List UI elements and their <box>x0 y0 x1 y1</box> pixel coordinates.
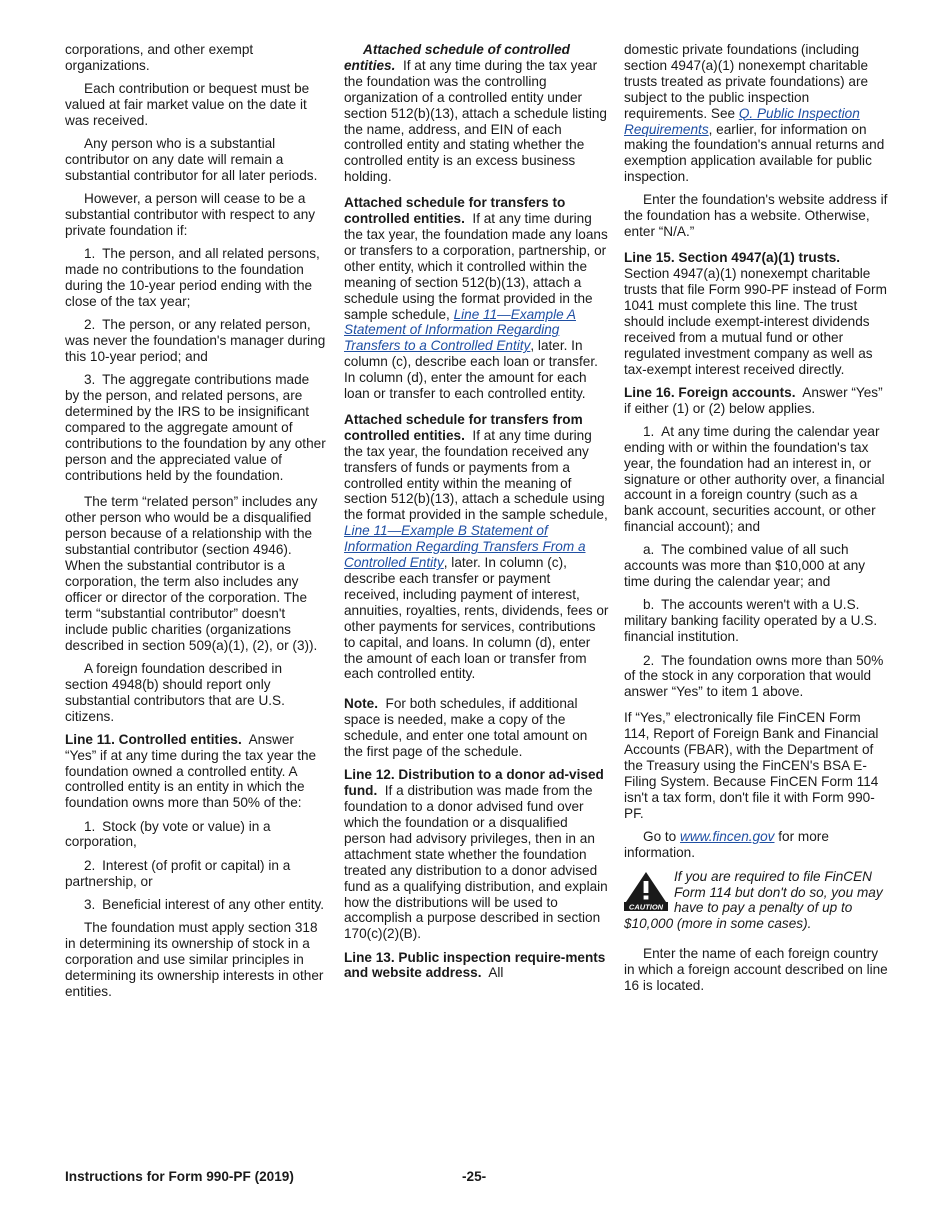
schedule-heading: Attached schedule for transfers to controlled entities. <box>344 195 566 227</box>
list-item: b. The accounts weren't with a U.S. military banking facility operated by a U.S. financial institution. <box>624 597 878 645</box>
schedule-text: , later. In column (c), describe each loan or transfer. In column (d), enter the amount for each loan or transfer to each controlled entity. <box>344 338 598 402</box>
list-item: 1. Stock (by vote or value) in a corporation, <box>65 818 271 850</box>
column-middle <box>344 42 609 989</box>
paragraph: A foreign foundation described in section 4948(b) should report only substantial contributors that are U.S. citizens. <box>65 660 285 724</box>
paragraph-text: , earlier, for information on making the foundation's annual returns and exemption application available for public inspection. <box>624 121 885 185</box>
note <box>344 696 609 760</box>
line-16-section <box>624 385 888 417</box>
example-a-link[interactable]: Line 11—Example A Statement of Information Regarding Transfers to a Controlled Entity <box>344 306 576 354</box>
schedule-text: If at any time during the tax year the foundation was the controlling organization of a controlled entity under section 512(b)(13), attach a schedule listing the name, address, and EIN of each controlled entity and stating whether the controlled entity is an excess business holding. <box>344 57 607 185</box>
caution-icon <box>624 871 668 911</box>
line-12-text: If a distribution was made from the foundation to a donor advised fund over which the foundation or a disqualified person had advisory privileges, then in an attachment state whether the foundation treated any distribution to a donor advised fund as a qualifying distribution, and explain how the distributions will be used to accomplish a purpose described in section 170(c)(2)(B). <box>344 783 608 942</box>
line-15-heading: Line 15. Section 4947(a)(1) trusts. <box>624 250 841 266</box>
footer-title: Instructions for Form 990-PF (2019) <box>65 1169 294 1184</box>
list-item: 2. The foundation owns more than 50% of the stock in any corporation that would answer “Yes” to item 1 above. <box>624 652 884 700</box>
line-11-section <box>65 732 327 812</box>
line-13-text: All <box>488 965 504 981</box>
paragraph-text: domestic private foundations (including section 4947(a)(1) nonexempt charitable trusts treated as private foundations) are subject to the public inspection requirements. See <box>624 42 869 121</box>
list-item: 2. Interest (of profit or capital) in a partnership, or <box>65 857 291 889</box>
caution-label: CAUTION <box>628 901 664 911</box>
note-text: For both schedules, if additional space is needed, make a copy of the schedule, and enter one total amount on the first page of the schedule. <box>344 696 588 760</box>
schedule-heading: Attached schedule of controlled entities. <box>344 42 570 73</box>
paragraph: The term “related person” includes any other person who would be a disqualified person because of a relationship with the substantial contributor (section 4946). When the substantial contributor is a corporation, the term also includes any officer or director of the corporation. The term “substantial contributor” doesn't include public charities (organizations described in section 509(a)(1), (2), or (3)). <box>65 494 318 653</box>
line-11-heading: Line 11. Controlled entities. <box>65 731 242 747</box>
list-item: a. The combined value of all such accounts was more than $10,000 at any time during the calendar year; and <box>624 542 866 590</box>
paragraph <box>624 829 888 861</box>
list-item: 1. The person, and all related persons, made no contributions to the foundation during the 10-year period ending with the close of the tax year; <box>65 246 320 309</box>
paragraph: However, a person will cease to be a substantial contributor with respect to any private foundation if: <box>65 191 316 238</box>
transfers-from-schedule <box>344 412 609 682</box>
line-11-text: Answer “Yes” if at any time during the tax year the foundation owned a controlled entity. A controlled entity is an entity in which the foundation owns more than 50% of the: <box>65 731 317 811</box>
schedule-text: If at any time during the tax year, the foundation made any loans or transfers to a corporation, partnership, or other entity, which it controlled within the meaning of section 512(b)(13), attach a schedule using the format provided in the sample schedule, <box>344 211 608 322</box>
schedule-heading: Attached schedule for transfers from controlled entities. <box>344 411 583 443</box>
paragraph: Any person who is a substantial contributor on any date will remain a substantial contributor for all later periods. <box>65 136 318 183</box>
caution-text: If you are required to file FinCEN Form 114 but don't do so, you may have to pay a penalty of up to $10,000 (more in some cases). <box>624 868 883 932</box>
paragraph: corporations, and other exempt organizations. <box>65 42 254 73</box>
line-12-heading: Line 12. Distribution to a donor ad-vised fund. <box>344 767 604 799</box>
column-left <box>65 42 327 1007</box>
paragraph <box>624 42 888 185</box>
line-16-heading: Line 16. Foreign accounts. <box>624 384 796 400</box>
note-heading: Note. <box>344 696 378 712</box>
paragraph: The foundation must apply section 318 in determining its ownership of stock in a corporation and use similar principles in determining its ownership interests in other entities. <box>65 919 324 999</box>
list-item: 1. At any time during the calendar year ending with or within the foundation's tax year, the foundation had an interest in, or signature or other authority over, a financial account in a foreign country (such as a bank account, securities account, or other financial account); and <box>624 423 885 535</box>
line-16-text: Answer “Yes” if either (1) or (2) below applies. <box>624 384 883 416</box>
schedule-text: If at any time during the tax year, the foundation received any transfers of funds or payments from a controlled entity within the meaning of section 512(b)(13), attach a schedule using the format provided in the sample schedule, <box>344 427 608 523</box>
caution-box <box>624 869 888 933</box>
paragraph-text: Go to <box>643 828 677 844</box>
example-b-link[interactable]: Line 11—Example B Statement of Information Regarding Transfers From a Controlled Entity <box>344 523 586 571</box>
page-number: -25- <box>462 1169 487 1184</box>
transfers-to-schedule <box>344 195 609 402</box>
paragraph: Enter the name of each foreign country in which a foreign account described on line 16 is located. <box>624 946 888 994</box>
list-item: 3. The aggregate contributions made by the person, and related persons, are determined by the IRS to be insignificant compared to the aggregate amount of contributions to the foundation by any other person and the appreciated value of contributions held by the foundation. <box>65 372 326 483</box>
line-15-text: Section 4947(a)(1) nonexempt charitable trusts that file Form 990-PF instead of Form 1041 must complete this line. The trust should include exempt-interest dividends received from a mutual fund or other regulated investment company as well as tax-exempt interest received directly. <box>624 266 887 377</box>
paragraph-text: for more information. <box>624 828 829 860</box>
controlled-entities-schedule <box>344 42 609 185</box>
fincen-link[interactable]: www.fincen.gov <box>680 828 775 844</box>
list-item: 2. The person, or any related person, was never the foundation's manager during this 10-year period; and <box>65 317 326 364</box>
line-13-heading: Line 13. Public inspection require-ments and website address. <box>344 949 606 981</box>
schedule-text: , later. In column (c), describe each transfer or payment received, including payment of interest, annuities, royalties, rents, dividends, fees or other payments for services, contributions to capital, and loans. In column (d), enter the amount of each loan or transfer from each controlled entity. <box>344 555 609 682</box>
line-13-section <box>344 950 609 982</box>
paragraph: Enter the foundation's website address if the foundation has a website. Otherwise, enter “N/A.” <box>624 192 888 240</box>
line-12-section <box>344 767 609 942</box>
line-15-section <box>624 250 888 377</box>
list-item: 3. Beneficial interest of any other entity. <box>84 896 325 912</box>
public-inspection-link[interactable]: Q. Public Inspection Requirements <box>624 105 860 137</box>
column-right <box>624 42 888 1001</box>
paragraph: Each contribution or bequest must be valued at fair market value on the date it was received. <box>65 81 310 128</box>
paragraph: If “Yes,” electronically file FinCEN Form 114, Report of Foreign Bank and Financial Accounts (FBAR), with the Department of the Treasury using the FinCEN's BSA E-Filing System. Because FinCEN Form 114 isn't a tax form, don't file it with Form 990-PF. <box>624 710 879 821</box>
